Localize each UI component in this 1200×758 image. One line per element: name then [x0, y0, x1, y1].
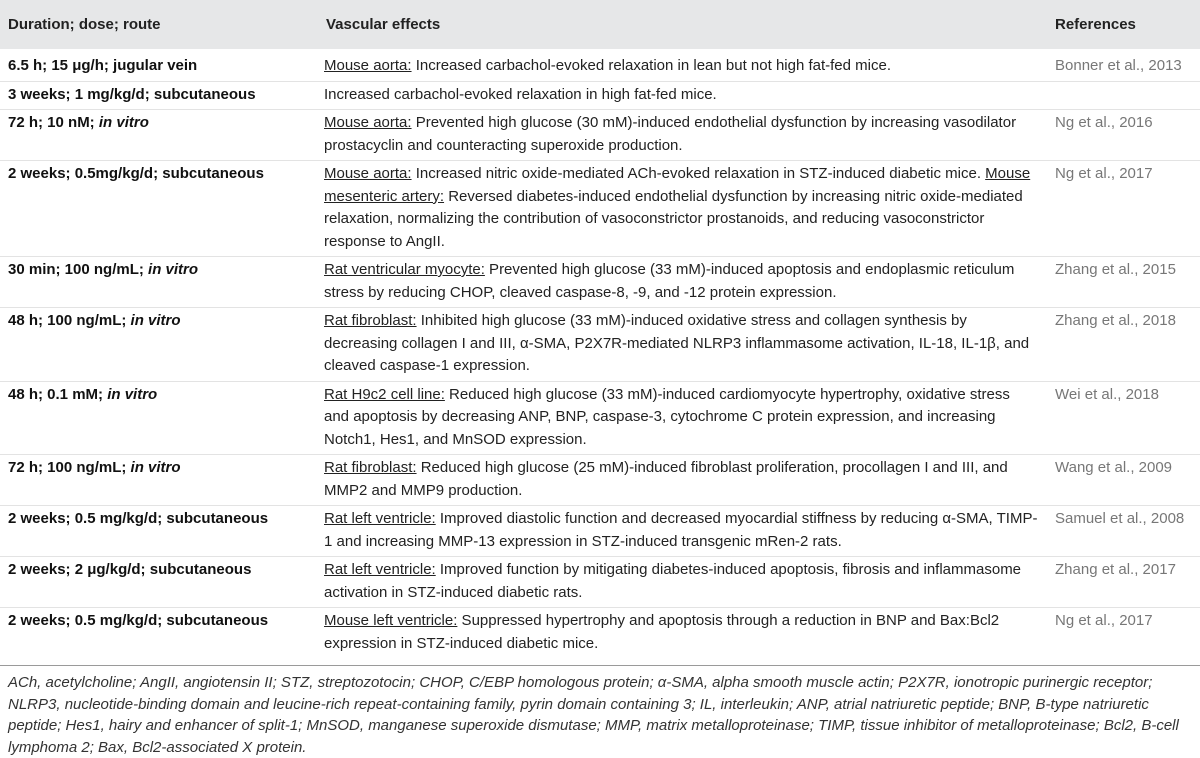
table-header	[0, 0, 1200, 49]
effect-text: Reduced high glucose (33 mM)-induced cardiomyocyte hypertrophy, oxidative stress and apoptosis by decreasing ANP, BNP, caspase-3, cytochrome C protein expression, and increasing Notch1, Hes1, and MnSOD expression.	[324, 385, 1010, 448]
tissue-label: Mouse left ventricle:	[324, 612, 458, 629]
duration-dose-route-cell	[0, 49, 318, 81]
duration-text: 72 h; 100 ng/mL;	[8, 459, 131, 476]
vascular-effects-cell	[318, 110, 1049, 161]
table-row	[0, 81, 1200, 110]
reference-cell: Zhang et al., 2018	[1049, 308, 1200, 382]
effect-text: Improved diastolic function and decreased myocardial stiffness by reducing α-SMA, TIMP-1 and increasing MMP-13 expression in STZ-induced transgenic mRen-2 rats.	[324, 510, 1038, 550]
vascular-effects-cell	[318, 257, 1049, 308]
vascular-effects-cell	[318, 506, 1049, 557]
vascular-effects-cell	[318, 161, 1049, 257]
effect-text: Prevented high glucose (33 mM)-induced apoptosis and endoplasmic reticulum stress by reducing CHOP, cleaved caspase-8, -9, and -12 protein expression.	[324, 261, 1015, 301]
tissue-label: Mouse aorta:	[324, 165, 412, 182]
in-vitro-label: in vitro	[107, 385, 158, 403]
effect-text: Increased nitric oxide-mediated ACh-evoked relaxation in STZ-induced diabetic mice.	[411, 165, 986, 182]
effect-text: Inhibited high glucose (33 mM)-induced oxidative stress and collagen synthesis by decreasing collagen I and III, α-SMA, P2X7R-mediated NLRP3 inflammasome activation, IL-18, IL-1β, and cleaved caspase-1 expression.	[324, 312, 1030, 374]
reference-cell: Ng et al., 2017	[1049, 161, 1200, 257]
tissue-label: Mouse aorta:	[324, 114, 412, 131]
duration-dose-route-cell	[0, 161, 318, 257]
table-row	[0, 506, 1200, 557]
vascular-effects-cell	[318, 308, 1049, 382]
tissue-label: Rat left ventricle:	[324, 510, 436, 527]
duration-text: 48 h; 0.1 mM;	[8, 385, 108, 403]
effect-text: Reversed diabetes-induced endothelial dysfunction by increasing nitric oxide-mediated relaxation, normalizing the contribution of vasoconstrictor prostanoids, and reducing vasoconstrictor response to AngII.	[324, 187, 1023, 250]
reference-cell: Ng et al., 2016	[1049, 110, 1200, 161]
reference-cell: Wang et al., 2009	[1049, 455, 1200, 506]
duration-dose-route-cell	[0, 455, 318, 506]
vascular-effects-cell	[318, 49, 1049, 81]
tissue-label: Mouse aorta:	[324, 57, 412, 74]
tissue-label: Mouse mesenteric artery:	[324, 165, 1031, 205]
duration-dose-route-cell	[0, 110, 318, 161]
duration-text: 72 h; 10 nM;	[8, 114, 99, 131]
reference-cell: Ng et al., 2017	[1049, 608, 1200, 662]
effect-text: Suppressed hypertrophy and apoptosis through a reduction in BNP and Bax:Bcl2 expression in STZ-induced diabetic mice.	[324, 612, 1000, 652]
header-duration: Duration; dose; route	[8, 16, 161, 33]
duration-text: 2 weeks; 2 μg/kg/d; subcutaneous	[8, 561, 252, 578]
vascular-effects-cell	[318, 557, 1049, 608]
reference-cell: Wei et al., 2018	[1049, 381, 1200, 455]
duration-text: 48 h; 100 ng/mL;	[8, 312, 131, 329]
duration-dose-route-cell	[0, 381, 318, 455]
header-references: References	[1055, 16, 1136, 33]
effect-text: Increased carbachol-evoked relaxation in high fat-fed mice.	[324, 85, 717, 103]
reference-cell: Bonner et al., 2013	[1055, 57, 1182, 74]
reference-cell: Zhang et al., 2015	[1049, 257, 1200, 308]
reference-cell	[1049, 81, 1200, 110]
reference-cell: Samuel et al., 2008	[1049, 506, 1200, 557]
table-row	[0, 257, 1200, 308]
table-body	[0, 49, 1200, 661]
duration-dose-route-cell	[0, 308, 318, 382]
table-footnote: ACh, acetylcholine; AngII, angiotensin II; STZ, streptozotocin; CHOP, C/EBP homologous protein; α-SMA, alpha smooth muscle actin; P2X7R, ionotropic purinergic receptor; NLRP3, nucleotide-binding domain and leucine-rich repeat-containing family, pyrin domain containing 3; IL, interleukin; ANP, atrial natriuretic peptide; BNP, B-type natriuretic peptide; Hes1, hairy and enhancer of split-1; MnSOD, manganese superoxide dismutase; MMP, matrix metalloproteinase; TIMP, tissue inhibitor of metalloproteinase; Bcl2, B-cell lymphoma 2; Bax, Bcl2-associated X protein.	[0, 665, 1200, 758]
reference-cell: Zhang et al., 2017	[1049, 557, 1200, 608]
table-row	[0, 455, 1200, 506]
duration-text: 3 weeks; 1 mg/kg/d; subcutaneous	[8, 85, 256, 103]
vascular-effects-cell	[318, 81, 1049, 110]
vascular-effects-cell	[318, 608, 1049, 662]
tissue-label: Rat H9c2 cell line:	[324, 385, 445, 403]
in-vitro-label: in vitro	[130, 459, 181, 476]
table-row	[0, 381, 1200, 455]
in-vitro-label: in vitro	[130, 312, 181, 329]
vascular-effects-cell	[318, 381, 1049, 455]
in-vitro-label: in vitro	[98, 114, 149, 131]
effect-text: Prevented high glucose (30 mM)-induced endothelial dysfunction by increasing vasodilator prostacyclin and counteracting superoxide production.	[324, 114, 1017, 154]
table-row	[0, 110, 1200, 161]
header-vascular-effects: Vascular effects	[326, 16, 441, 33]
effect-text: Increased carbachol-evoked relaxation in lean but not high fat-fed mice.	[411, 57, 891, 74]
duration-dose-route-cell	[0, 81, 318, 110]
table-row	[0, 308, 1200, 382]
tissue-label: Rat left ventricle:	[324, 561, 436, 578]
effect-text: Reduced high glucose (25 mM)-induced fibroblast proliferation, procollagen I and III, and MMP2 and MMP9 production.	[324, 459, 1008, 499]
duration-text: 6.5 h; 15 μg/h; jugular vein	[8, 57, 198, 74]
duration-dose-route-cell	[0, 257, 318, 308]
table-row	[0, 49, 1200, 81]
duration-dose-route-cell	[0, 608, 318, 662]
duration-dose-route-cell	[0, 557, 318, 608]
duration-dose-route-cell	[0, 506, 318, 557]
vascular-effects-cell	[318, 455, 1049, 506]
table-row	[0, 608, 1200, 662]
tissue-label: Rat fibroblast:	[324, 312, 417, 329]
duration-text: 2 weeks; 0.5mg/kg/d; subcutaneous	[8, 165, 264, 182]
duration-text: 2 weeks; 0.5 mg/kg/d; subcutaneous	[8, 612, 269, 629]
duration-text: 30 min; 100 ng/mL;	[8, 261, 149, 278]
effect-text: Improved function by mitigating diabetes-induced apoptosis, fibrosis and inflammasome activation in STZ-induced diabetic rats.	[324, 561, 1022, 601]
table-row	[0, 557, 1200, 608]
tissue-label: Rat fibroblast:	[324, 459, 417, 476]
header-row	[0, 0, 1200, 49]
table-row	[0, 161, 1200, 257]
duration-text: 2 weeks; 0.5 mg/kg/d; subcutaneous	[8, 510, 269, 527]
in-vitro-label: in vitro	[148, 261, 199, 278]
tissue-label: Rat ventricular myocyte:	[324, 261, 485, 278]
